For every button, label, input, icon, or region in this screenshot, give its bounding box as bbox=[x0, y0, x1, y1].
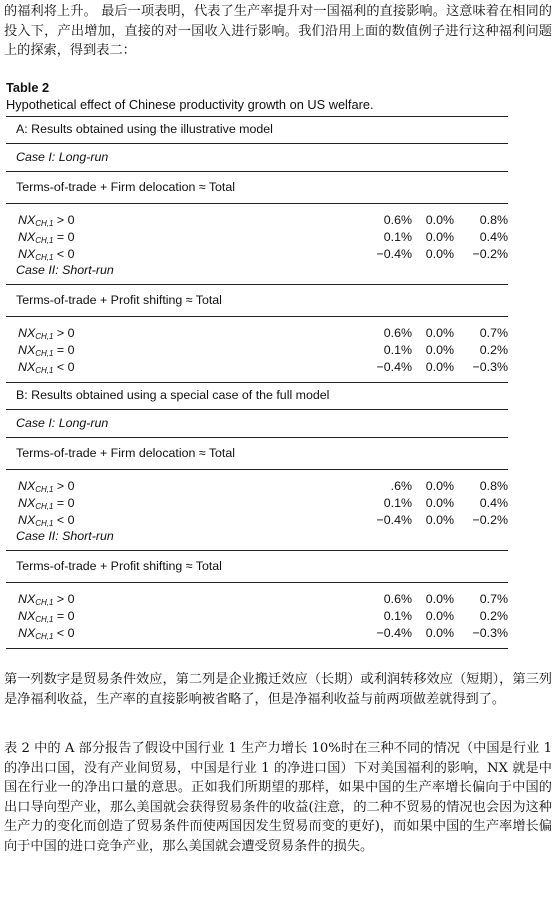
row-label bbox=[6, 591, 370, 608]
total-value: 0.2% bbox=[479, 343, 508, 357]
row-var: NX bbox=[18, 213, 36, 227]
row-var: NX bbox=[18, 592, 36, 606]
terms-of-trade-value: −0.4% bbox=[376, 513, 412, 527]
delocation-value: 0.0% bbox=[425, 496, 454, 510]
terms-of-trade-value: 0.1% bbox=[383, 609, 412, 623]
table-row bbox=[6, 512, 508, 529]
row-var: NX bbox=[18, 247, 36, 261]
row-label bbox=[6, 495, 370, 512]
column-terms: Terms-of-trade + Profit shifting ≈ Total bbox=[16, 293, 222, 307]
column-terms: Terms-of-trade + Firm delocation ≈ Total bbox=[16, 446, 236, 460]
delocation-value: 0.0% bbox=[425, 247, 454, 261]
total-value: 0.7% bbox=[479, 326, 508, 340]
table-caption: Hypothetical effect of Chinese productivity growth on US welfare. bbox=[6, 97, 374, 112]
delocation-value: 0.0% bbox=[425, 326, 454, 340]
row-condition: > 0 bbox=[56, 326, 75, 340]
column-terms: Terms-of-trade + Firm delocation ≈ Total bbox=[16, 180, 236, 194]
row-condition: < 0 bbox=[56, 360, 75, 374]
total-value: −0.2% bbox=[472, 247, 508, 261]
terms-of-trade-value: −0.4% bbox=[376, 247, 412, 261]
row-var: NX bbox=[18, 326, 36, 340]
total-value: −0.3% bbox=[472, 626, 508, 640]
terms-of-trade-value: 0.1% bbox=[383, 496, 412, 510]
row-subscript: CH,1 bbox=[35, 236, 54, 245]
table-row bbox=[6, 495, 508, 512]
delocation-value: 0.0% bbox=[425, 343, 454, 357]
table-label: Table 2 bbox=[6, 80, 50, 95]
table-row bbox=[6, 325, 508, 342]
terms-of-trade-value: −0.4% bbox=[376, 626, 412, 640]
terms-of-trade-value: 0.1% bbox=[383, 343, 412, 357]
panel-title: B: Results obtained using a special case of the full model bbox=[16, 388, 330, 402]
row-var: NX bbox=[18, 343, 36, 357]
delocation-value: 0.0% bbox=[425, 513, 454, 527]
row-condition: = 0 bbox=[56, 343, 75, 357]
table-row bbox=[6, 478, 508, 495]
row-label bbox=[6, 478, 370, 495]
terms-of-trade-value: 0.1% bbox=[383, 230, 412, 244]
terms-of-trade-value: 0.6% bbox=[383, 213, 412, 227]
row-condition: < 0 bbox=[56, 247, 75, 261]
terms-of-trade-value: 0.6% bbox=[383, 326, 412, 340]
row-label bbox=[6, 342, 370, 359]
intro-paragraph: 的福利将上升。 最后一项表明，代表了生产率提升对一国福利的直接影响。这意味着在相同的投入下，产出增加，直接的对一国收入进行影响。我们沿用上面的数值例子进行这种福利问题上的探索，得到表二： bbox=[4, 4, 552, 59]
table-row bbox=[6, 359, 508, 376]
row-subscript: CH,1 bbox=[35, 519, 54, 528]
row-label bbox=[6, 512, 370, 529]
row-condition: > 0 bbox=[56, 213, 75, 227]
row-var: NX bbox=[18, 360, 36, 374]
table-rule bbox=[6, 648, 508, 649]
table-row bbox=[6, 212, 508, 229]
total-value: 0.8% bbox=[479, 479, 508, 493]
panel-title: A: Results obtained using the illustrative model bbox=[16, 122, 273, 136]
row-var: NX bbox=[18, 609, 36, 623]
data-block bbox=[6, 317, 508, 382]
case-label: Case I: Long-run bbox=[16, 416, 109, 430]
row-var: NX bbox=[18, 626, 36, 640]
table-body bbox=[6, 116, 508, 649]
data-block bbox=[6, 204, 508, 284]
row-var: NX bbox=[18, 479, 36, 493]
delocation-value: 0.0% bbox=[425, 592, 454, 606]
terms-of-trade-value: 0.6% bbox=[383, 592, 412, 606]
row-condition: > 0 bbox=[56, 592, 75, 606]
row-condition: < 0 bbox=[56, 513, 75, 527]
case-label: Case II: Short-run bbox=[16, 263, 114, 277]
terms-of-trade-value: −0.4% bbox=[376, 360, 412, 374]
terms-of-trade-value: .6% bbox=[390, 479, 412, 493]
row-condition: = 0 bbox=[56, 609, 75, 623]
discussion-paragraph: 表 2 中的 A 部分报告了假设中国行业 1 生产力增长 10%时在三种不同的情况（中国是行业 1 的净出口国，没有产业间贸易，中国是行业 1 的净进口国）下对美国福利的影响，NX 就是中国在行业一的净出口量的意思。正如我们所期望的那样，如果中国的生产率增长偏向于中国的出口导向型产业，那么美国就会获得贸易条件的收益(注意，的二种不贸易的情况也会因为这种生产力的变化而创造了贸易条件而使两国因发生贸易而变的更好)，而如果中国的生产率增长偏向于中国的进口竞争产业，那么美国就会遭受贸易条件的损失。 bbox=[4, 741, 552, 854]
row-subscript: CH,1 bbox=[35, 598, 54, 607]
table-row bbox=[6, 591, 508, 608]
data-block bbox=[6, 583, 508, 648]
row-var: NX bbox=[18, 230, 36, 244]
row-label bbox=[6, 325, 370, 342]
table-2 bbox=[6, 80, 508, 649]
table-row bbox=[6, 246, 508, 263]
delocation-value: 0.0% bbox=[425, 479, 454, 493]
data-block bbox=[6, 470, 508, 550]
row-subscript: CH,1 bbox=[35, 253, 54, 262]
delocation-value: 0.0% bbox=[425, 609, 454, 623]
row-subscript: CH,1 bbox=[35, 502, 54, 511]
row-condition: < 0 bbox=[56, 626, 75, 640]
table-row bbox=[6, 342, 508, 359]
delocation-value: 0.0% bbox=[425, 626, 454, 640]
total-value: −0.3% bbox=[472, 360, 508, 374]
delocation-value: 0.0% bbox=[425, 360, 454, 374]
row-subscript: CH,1 bbox=[35, 219, 54, 228]
total-value: 0.7% bbox=[479, 592, 508, 606]
row-condition: = 0 bbox=[56, 496, 75, 510]
row-var: NX bbox=[18, 513, 36, 527]
table-row bbox=[6, 625, 508, 642]
table-row bbox=[6, 229, 508, 246]
row-label bbox=[6, 246, 370, 263]
row-var: NX bbox=[18, 496, 36, 510]
column-terms: Terms-of-trade + Profit shifting ≈ Total bbox=[16, 559, 222, 573]
row-subscript: CH,1 bbox=[35, 615, 54, 624]
table-row bbox=[6, 608, 508, 625]
total-value: 0.2% bbox=[479, 609, 508, 623]
row-subscript: CH,1 bbox=[35, 632, 54, 641]
row-label bbox=[6, 625, 370, 642]
row-condition: = 0 bbox=[56, 230, 75, 244]
row-subscript: CH,1 bbox=[35, 349, 54, 358]
row-subscript: CH,1 bbox=[35, 366, 54, 375]
total-value: 0.4% bbox=[479, 496, 508, 510]
row-label bbox=[6, 212, 370, 229]
delocation-value: 0.0% bbox=[425, 230, 454, 244]
row-label bbox=[6, 229, 370, 246]
case-label: Case II: Short-run bbox=[16, 529, 114, 543]
total-value: 0.4% bbox=[479, 230, 508, 244]
row-subscript: CH,1 bbox=[35, 485, 54, 494]
case-label: Case I: Long-run bbox=[16, 150, 109, 164]
total-value: −0.2% bbox=[472, 513, 508, 527]
delocation-value: 0.0% bbox=[425, 213, 454, 227]
row-condition: > 0 bbox=[56, 479, 75, 493]
row-label bbox=[6, 359, 370, 376]
total-value: 0.8% bbox=[479, 213, 508, 227]
row-label bbox=[6, 608, 370, 625]
row-subscript: CH,1 bbox=[35, 332, 54, 341]
explanation-paragraph: 第一列数字是贸易条件效应，第二列是企业搬迁效应（长期）或利润转移效应（短期），第三列是净福利收益，生产率的直接影响被省略了，但是净福利收益与前两项做差就得到了。 bbox=[4, 672, 552, 707]
